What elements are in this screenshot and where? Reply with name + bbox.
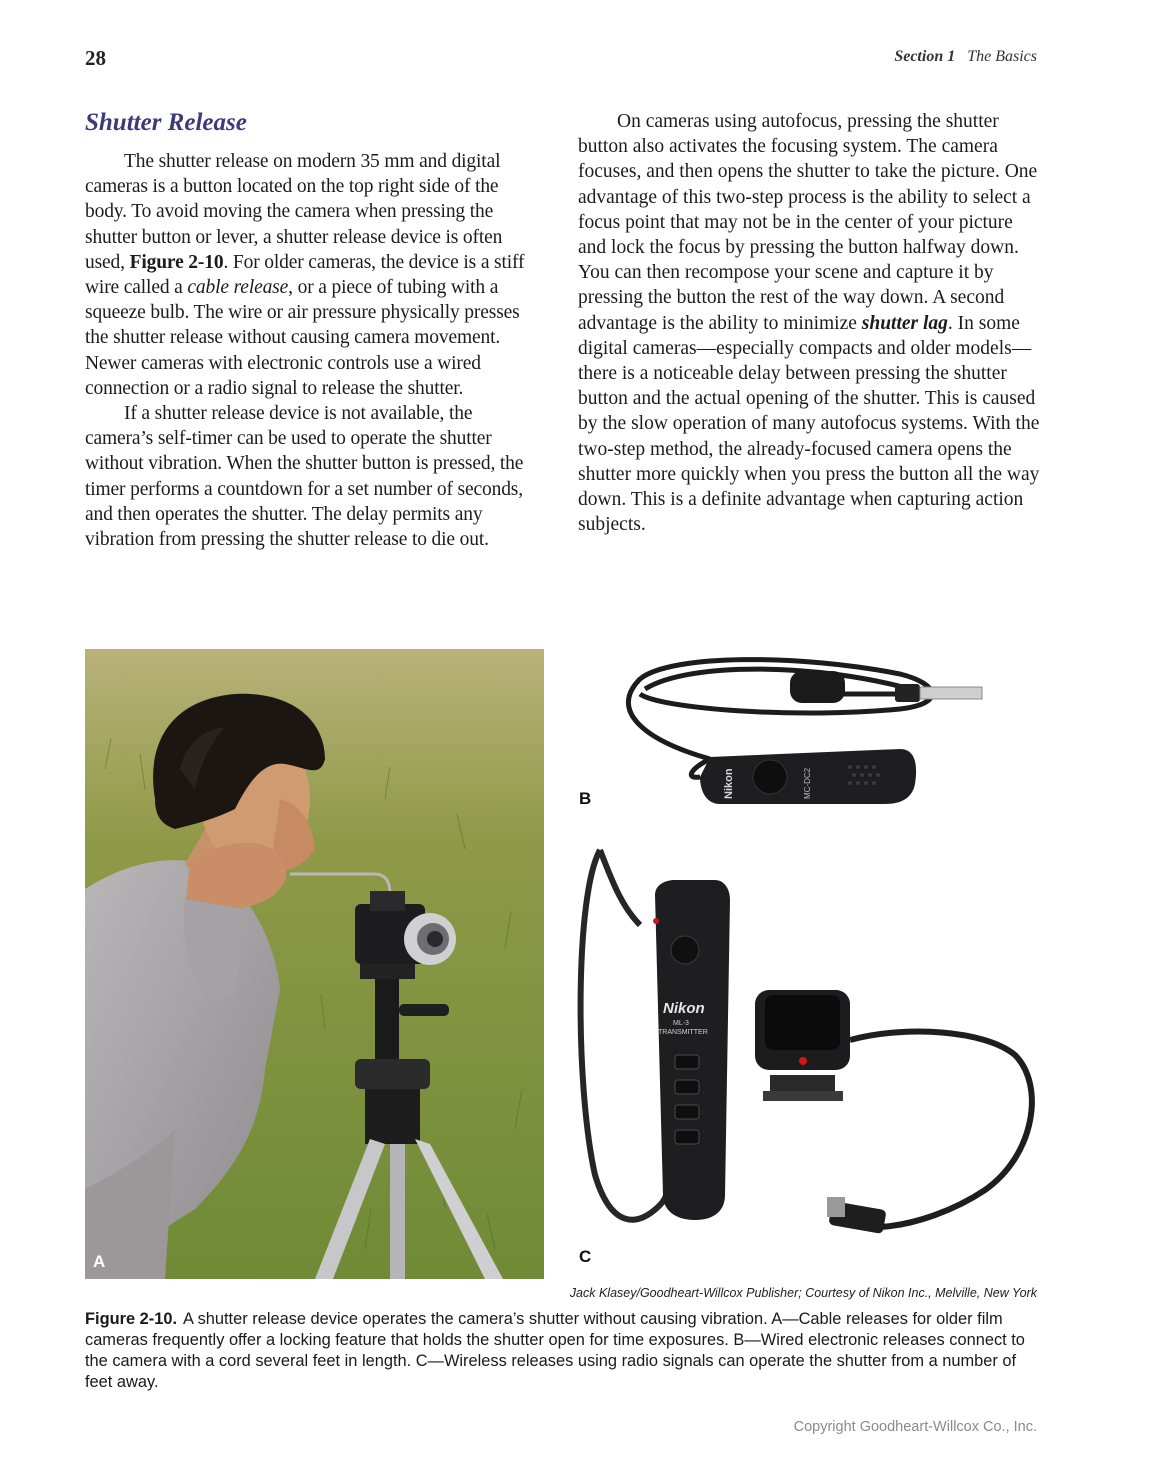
panel-label-c: C bbox=[579, 1247, 592, 1266]
panel-label-a: A bbox=[93, 1252, 106, 1271]
panel-label-b: B bbox=[579, 789, 592, 808]
remote-c-model: ML-3 bbox=[673, 1020, 689, 1027]
running-head bbox=[894, 48, 1037, 66]
paragraph: If a shutter release device is not available, the camera’s self-timer can be used to operate the shutter without vibration. When the shutter button is pressed, the timer performs a countdown for a set number of seconds, and then operates the shutter. The delay permits any vibration from pressing the shutter release to die out. bbox=[85, 403, 524, 551]
text-run: . For older cameras, the device is a stiff wire called a bbox=[85, 251, 525, 299]
remote-b-model: MC-DC2 bbox=[803, 767, 812, 799]
photo-a-cable-release bbox=[85, 649, 544, 1279]
caption-figure-number: Figure 2-10. bbox=[85, 1310, 177, 1328]
caption-text: A shutter release device operates the camera’s shutter without causing vibration. A—Cable releases for older film cameras frequently offer a locking feature that holds the shutter open for time exposures. B—Wired electronic releases connect to the camera with a cord several feet in length. C—Wireless releases using radio signals can operate the shutter from a number of feet away. bbox=[85, 1310, 1025, 1391]
text-run: The shutter release on modern 35 mm and digital cameras is a button located on the top right side of the body. To avoid moving the camera when pressing the shutter button or lever, a shutter release device is often used, bbox=[85, 151, 503, 273]
text-run: , or a piece of tubing with a squeeze bulb. The wire or air pressure physically presses the shutter release without causing camera movement. Newer cameras with electronic controls use a wired connection or a radio signal to release the shutter. bbox=[85, 277, 520, 399]
term-shutter-lag: shutter lag bbox=[861, 312, 948, 334]
text-run: On cameras using autofocus, pressing the shutter button also activates the focusing system. The camera focuses, and then opens the shutter to take the picture. One advantage of this two-step process is the ability to select a focus point that may not be in the center of your picture and lock the focus by pressing the button halfway down. You can then recompose your scene and capture it by pressing the button the rest of the way down. A second advantage is the ability to minimize bbox=[578, 111, 1038, 334]
left-column bbox=[85, 108, 545, 552]
figure-reference: Figure 2-10 bbox=[129, 251, 224, 273]
section-label: Section 1 bbox=[894, 48, 956, 65]
paragraph bbox=[85, 149, 545, 401]
figure-caption bbox=[85, 1309, 1040, 1393]
paragraph bbox=[578, 109, 1043, 537]
photo-c-wireless-remote bbox=[565, 835, 1045, 1245]
remote-c-brand: Nikon bbox=[663, 1000, 705, 1017]
right-column bbox=[578, 109, 1043, 537]
copyright-notice: Copyright Goodheart-Willcox Co., Inc. bbox=[793, 1419, 1037, 1435]
photo-b-wired-remote bbox=[600, 649, 1040, 809]
section-heading: Shutter Release bbox=[85, 109, 247, 136]
page-number: 28 bbox=[85, 46, 106, 70]
remote-c-type: TRANSMITTER bbox=[658, 1029, 708, 1036]
term-cable-release: cable release bbox=[187, 277, 289, 299]
section-title: The Basics bbox=[967, 48, 1037, 65]
photo-credit: Jack Klasey/Goodheart-Willcox Publisher; Courtesy of Nikon Inc., Melville, New York bbox=[569, 1286, 1037, 1300]
text-run: . In some digital cameras—especially compacts and older models—there is a noticeable delay between pressing the shutter button and the actual opening of the shutter. This is caused by the slow operation of many autofocus systems. With the two-step method, the already-focused camera opens the shutter more quickly when you press the button all the way down. This is a definite advantage when capturing action subjects. bbox=[578, 312, 1040, 536]
remote-b-brand: Nikon bbox=[723, 768, 735, 799]
